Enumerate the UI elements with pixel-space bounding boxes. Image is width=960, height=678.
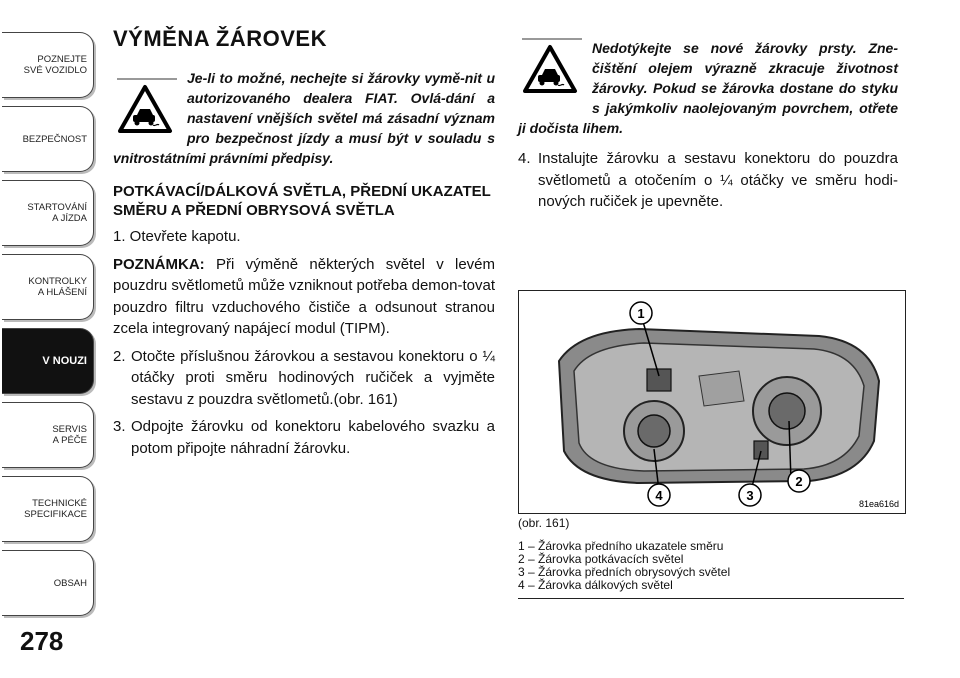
step-1: 1. Otevřete kapotu. — [113, 228, 241, 245]
warning-text-bulb: Nedotýkejte se nové žárovky prsty. Zne-čištění olejem výrazně zkracuje životnost žárovky. Pokud se žárovka dostane do styku s jakýmkoliv naolejovaným povrchem, otřete ji dočista lihem. — [518, 40, 898, 136]
tab-servis-a-pece[interactable]: SERVIS A PÉČE — [2, 402, 94, 468]
legend-item: 3 – Žárovka předních obrysových světel — [518, 565, 731, 579]
tab-v-nouzi[interactable]: V NOUZI — [2, 328, 94, 394]
figure-caption: (obr. 161) — [518, 516, 570, 530]
tab-kontrolky-a-hlaseni[interactable]: KONTROLKY A HLÁŠENÍ — [2, 254, 94, 320]
headlamp-illustration — [519, 291, 905, 513]
svg-text:4: 4 — [655, 488, 663, 503]
step-3 — [113, 416, 495, 459]
left-column — [113, 26, 495, 465]
legend-item: 2 – Žárovka potkávacích světel — [518, 552, 684, 566]
legend-item: 1 – Žárovka předního ukazatele směru — [518, 539, 724, 553]
tab-poznejte-sve-vozidlo[interactable]: POZNEJTE SVÉ VOZIDLO — [2, 32, 94, 98]
tab-startovani-a-jizda[interactable]: STARTOVÁNÍ A JÍZDA — [2, 180, 94, 246]
note-paragraph — [113, 254, 495, 340]
chapter-tabs — [0, 0, 100, 678]
figure-code: 81ea616d — [858, 499, 899, 509]
figure-legend — [518, 540, 904, 599]
svg-text:3: 3 — [746, 488, 754, 503]
step-2-number: 2. — [113, 347, 126, 365]
step-2 — [113, 346, 495, 411]
svg-text:2: 2 — [795, 474, 803, 489]
tab-bezpecnost[interactable]: BEZPEČNOST — [2, 106, 94, 172]
note-label: POZNÁMKA: — [113, 255, 205, 273]
tab-technicke-specifikace[interactable]: TECHNICKÉ SPECIFIKACE — [2, 476, 94, 542]
step-3-number: 3. — [113, 418, 126, 435]
section-heading: POTKÁVACÍ/DÁLKOVÁ SVĚTLA, PŘEDNÍ UKAZATEL SMĚRU A PŘEDNÍ OBRYSOVÁ SVĚTLA — [113, 183, 491, 219]
warning-box-dealer — [113, 68, 495, 168]
warning-triangle-icon — [117, 78, 177, 140]
warning-triangle-icon — [522, 38, 582, 100]
legend-item: 4 – Žárovka dálkových světel — [518, 578, 673, 592]
warning-box-bulb — [518, 38, 898, 138]
warning-text-dealer: Je-li to možné, nechejte si žárovky vymě-nit u autorizovaného dealera FIAT. Ovlá-dání a nastavení vnějších světel má zásadní význam pro bezpečnost jízdy a musí být v souladu s vnitrostátními právními předpisy. — [113, 70, 495, 166]
step-2-text: Otočte příslušnou žárovkou a sestavou konektoru o ¼ otáčky proti směru hodinových ručiček a vyjměte sestavu z pouzdra světlometů.(obr. 161) — [131, 347, 495, 408]
note-text: Při výměně některých světel v levém pouzdru světlometů může vzniknout potřeba demon-tovat pouzdro filtru vzduchového čističe a odsunout stranou zcela integrovaný napájecí modul (TIPM). — [113, 255, 495, 337]
step-4-number: 4. — [518, 150, 531, 167]
step-4 — [518, 148, 898, 213]
step-4-text: Instalujte žárovku a sestavu konektoru do pouzdra světlometů a otočením o ¼ otáčky ve směru hodi-nových ručiček je upevněte. — [538, 150, 898, 210]
page-number: 278 — [20, 626, 64, 656]
tab-obsah[interactable]: OBSAH — [2, 550, 94, 616]
page-title: VÝMĚNA ŽÁROVEK — [113, 26, 327, 51]
headlamp-figure — [518, 290, 906, 514]
svg-text:1: 1 — [637, 306, 645, 321]
step-3-text: Odpojte žárovku od konektoru kabelového svazku a potom připojte náhradní žárovku. — [131, 418, 495, 457]
right-column — [518, 38, 898, 219]
